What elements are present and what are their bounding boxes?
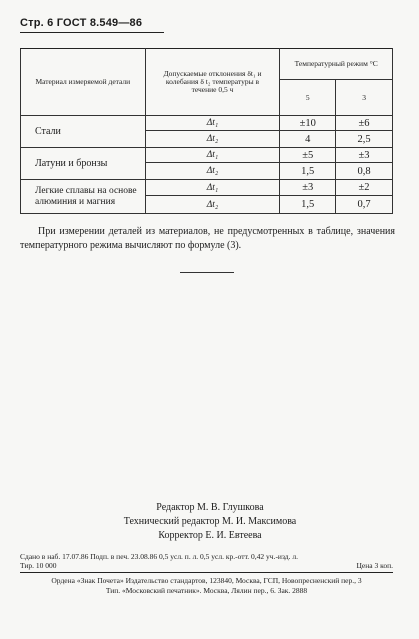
- value-cell: ±10: [280, 116, 336, 131]
- value-cell: 2,5: [336, 131, 393, 148]
- symbol-cell: Δt₂: [145, 131, 280, 148]
- value-cell: 1,5: [280, 163, 336, 180]
- publisher-line: Ордена «Знак Почета» Издательство стандартов, 123840, Москва, ГСП, Новопресненский пер., 3: [51, 576, 362, 585]
- value-cell: ±6: [336, 116, 393, 131]
- symbol-cell: Δt₁: [145, 148, 280, 163]
- page-header: Стр. 6 ГОСТ 8.549—86: [20, 17, 143, 29]
- symbol-cell: Δt₂: [145, 196, 280, 214]
- section-divider: [180, 272, 234, 273]
- value-cell: 0,7: [336, 196, 393, 214]
- header-material: Материал измеряемой детали: [21, 49, 146, 116]
- header-rule: [20, 32, 164, 33]
- tech-editor-line: Технический редактор М. И. Максимова: [123, 516, 297, 527]
- symbol-cell: Δt₁: [145, 180, 280, 196]
- corrector-line: Корректор Е. И. Евтеева: [158, 530, 262, 541]
- material-steel: Стали: [21, 116, 146, 148]
- value-cell: ±2: [336, 180, 393, 196]
- publisher-footer: [20, 576, 393, 596]
- printer-line: Тип. «Московский печатник». Москва, Лялин пер., 6. Зак. 2888: [105, 586, 308, 595]
- header-temp-mode: Температурный режим °С: [280, 49, 393, 80]
- value-cell: 1,5: [280, 196, 336, 214]
- header-temp-5: 5: [280, 80, 336, 116]
- value-cell: 0,8: [336, 163, 393, 180]
- imprint-line-1: Сдано в наб. 17.07.86 Подп. в печ. 23.08.86 0,5 усл. п. л. 0,5 усл. кр.-отт. 0,42 уч.-изд. л.: [20, 552, 298, 561]
- symbol-cell: Δt₂: [145, 163, 280, 180]
- header-temp-3: 3: [336, 80, 393, 116]
- editors-block: [90, 501, 330, 543]
- material-brass: Латуни и бронзы: [21, 148, 146, 180]
- header-deviation: Допускаемые отклонения δt₁ и колебания δ t₂ температуры в течение 0,5 ч: [145, 49, 280, 116]
- price: Цена 3 коп.: [356, 561, 393, 570]
- temperature-table: [20, 48, 393, 214]
- imprint-line-2: [20, 561, 393, 570]
- circulation: Тир. 10 000: [20, 561, 57, 570]
- editor-line: Редактор М. В. Глушкова: [156, 502, 264, 513]
- symbol-cell: Δt₁: [145, 116, 280, 131]
- material-light-alloys: Легкие сплавы на основе алюминия и магния: [21, 180, 146, 214]
- value-cell: 4: [280, 131, 336, 148]
- value-cell: ±3: [336, 148, 393, 163]
- value-cell: ±5: [280, 148, 336, 163]
- value-cell: ±3: [280, 180, 336, 196]
- imprint-rule: [20, 572, 393, 573]
- imprint-block: [20, 552, 393, 570]
- body-paragraph: При измерении деталей из материалов, не предусмотренных в таблице, значения температурного режима вычисляют по формуле (3).: [20, 226, 395, 251]
